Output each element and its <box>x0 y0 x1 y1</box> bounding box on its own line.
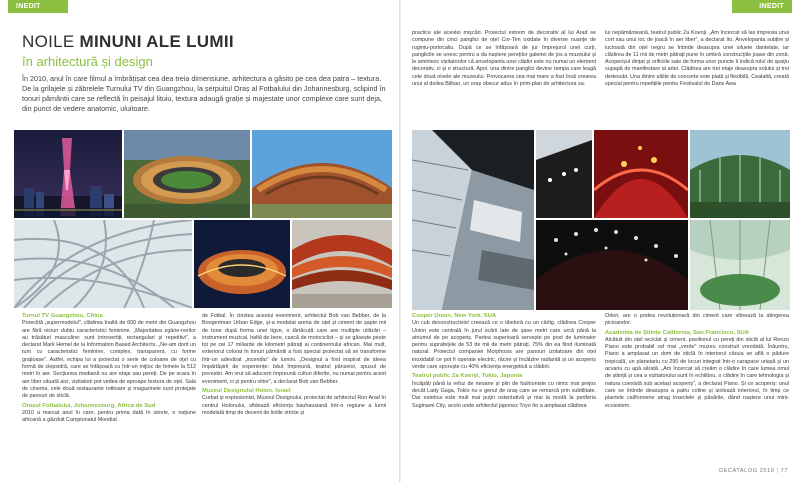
photo-za-koenji-red-interior <box>594 130 688 218</box>
photo-holon-design-museum <box>292 220 392 308</box>
photo-za-koenji-exterior <box>536 130 592 218</box>
folio-brand: DECATALOG <box>719 468 758 474</box>
text-holon-cont: practice ale acestei mișcări. Proiectul extrem de decorativ al lui Arad se compune din cinci panglici de oțel Cor-Ten oxidate în diverse nuanțe de ruginiu-portocaliu. După ce se înfășoară de jur împrejurul unei curți, panglicile se unesc pentru a da naștere pereților galeriei de jos a muzeului și le amintesc vizitatorilor că anvelopanta unei clădiri este nu numai un element decorativ, ci și o structură. Apoi, una dintre panglici devine rampa care leagă cele două nivele ale muzeului. Provocarea cea mai mare a fost însă crearea unui al doilea Bilbao, un oraș obscur adus în prim-plan de arhitectura sa. <box>412 30 596 88</box>
right-page <box>401 0 800 482</box>
section-tab-left: INEDIT <box>8 0 68 13</box>
left-column-1 <box>22 313 196 426</box>
text-za-koenji-cont: lui nepământeană, teatrul public Za Koenji. „Am încercat să las impresia unui cort sau unui loc de joacă în aer liber”, a declarat Ito. Anvelopanta subțire și lucioasă din oțel negru se întinde deasupra unei siluete dantelate, iar clădirea de 11 mii de metri pătrați pune în umbră construcțiile joase din zonă. Acoperișul dințat și orificiile sale de forma unor puncte îi indică rolul de spațiu supapă de manifestare al artei. Clădirea are trei etaje deasupra solului și trei dedesubt. Una dintre sălile de concerte este plată și flexibilă. Cealaltă, creată special pentru repetițiile pentru Festivalul de Dans Awa <box>605 30 789 88</box>
text-soccer-city-cont: de Fotbal. În cinstea acestui eveniment, arhitectul Bob van Bebber, de la Boogertman Urban Edge, și-a modelat arena de oțel și ciment de șapte mii de tone după forma unei tigve, o tărtăcuță care are multiple utilizări – instrument muzical, haltă de bere, cască de motociclist – și se găsește peste tot pe cei 17 miliarde de kilometri pătrați ai continentului african. Mai mult, exteriorul colorat în tonuri pământii a fost special proiectat să se transforme într-un adevărat „incendiu” de lumini. „Designul a fost inspirat de ideea împărtășirii de experiențe: băut împreună, teatrul pânzelor, spusul de povestiri. Am vrut să aducem împreună culturi diferite, nu numai pentru acest eveniment, ci și pentru viitor”, a declarat Bob van Bebber. <box>202 313 386 385</box>
photo-guangzhou-tower-night <box>14 130 122 218</box>
left-column-2 <box>202 313 386 419</box>
intro-paragraph: În 2010, anul în care filmul a îmbrățișat cea dea treia dimensiune, arhitectura a găsito pe cea dea patra – textura. De la grilajele și zăbrelele Turnului TV din Guangzhou, la șerpuitul Oraș al Fotbalului din Johannesburg, sclipind în tonuri pământii care se reflectă în peisajul lituiu, textura adaugă grație și majestate unor complexe care sunt deja, din punct de vedere anatomic, uluitoare. <box>22 74 386 113</box>
section-tab-right: INEDIT <box>732 0 792 13</box>
photo-california-academy-interior <box>690 220 790 310</box>
right-column-1-bottom <box>412 313 596 412</box>
text-california-academy: Alcătuit din oțel reciclat și ciment, pavilionul cu pereți din sticlă al lui Renzo Piano este probabil cel mai „verde” muzeu construit vreodată. Înăuntru, Piano a amplasat un dom de sticlă în interiorul căruia se află o pădure tropicală, un planetariu cu 290 de locuri integrat într-o carapace uriașă și un acvariu cu apă sărată. „Am încercat să creăm o clădire în care lumea omul de știință și cea a vizitatorului sunt în echilibru, o clădire în care tehnologia și natura coexistă sub același acoperiș”, a declarat Piano. Și ce acoperiș: unul care se întinde deasupra a patru coline și izolează interiorul, în timp ce plantele californiene atrag insectele și păsările, dând naștere unui mini-ecosistem. <box>605 336 789 409</box>
right-column-2-bottom <box>605 313 789 412</box>
heading-guangzhou: Turnul TV Guangzhou, China <box>22 313 103 319</box>
left-page <box>0 0 399 482</box>
text-soccer-city: 2010 a marcat anul în care, pentru prima dată în istorie, o națiune africană a găzduit Campionatul Mondial <box>22 409 196 424</box>
photo-soccer-city-aerial <box>124 130 250 218</box>
heading-soccer-city: Orașul Fotbalului, Johannesburg, Africa de Sud <box>22 402 156 409</box>
title-light: NOILE <box>22 32 80 51</box>
text-za-koenji-end: Odori, are o podea revoluționară din ciment care vibrează la atingerea picioarelor. <box>605 313 789 327</box>
title-bold: MINUNI ALE LUMII <box>79 32 234 51</box>
heading-cooper-union: Cooper Union, New York, SUA <box>412 313 497 319</box>
heading-za-koenji: Teatrul public Za Koenji, Tokio, Japonia <box>412 373 523 380</box>
heading-california-academy: Academia de Științe California, San Francisco, SUA <box>605 329 750 336</box>
right-column-1-top <box>412 30 596 90</box>
text-za-koenji: Încăpăți până la refuz de neoane și plin de fashioniste cu nimic mai prejos decât Lady Gaga, Tokio nu e genul de oraș care se remarcă prin subtilitate. Dar estetica este mult mai puțin ostentativă și mai la modă la periferia Suginami City, acolo unde arhitectul japonez Toyo Ito a amplasat clădirea <box>412 380 596 409</box>
folio-year: 2010 <box>759 468 775 474</box>
page-title <box>22 32 234 52</box>
right-column-2-top <box>605 30 789 90</box>
folio: DECATALOG 2010 | 77 <box>719 468 788 474</box>
page-subtitle: în arhitectură și design <box>22 54 153 69</box>
photo-california-academy <box>690 130 790 218</box>
text-holon: Curbat și expresionist, Muzeul Designului, proiectat de arhitectul Ron Arad în centrul Holonului, sfidează eficiența bauhausiană într-o regiune a lumii modelată timp de decenii de liniile stricte și <box>202 395 386 416</box>
folio-page: 77 <box>780 468 788 474</box>
text-cooper-union: Un cub deconstructivist creează ce o tăietură cu un cârlig, clădirea Cooper Union este centrală în jurul scării late de șase metri care urcă până la atriumul de pe acoperiș. Partea superioară servește pe post de luminator pentru suprafețele de 53 de mii de metri pătrați, 75% din ea fiind iluminată natural. Proiectul companiei Morphosis are panouri izolatoare din oțel inoxidabil ce pot fi operate electric, răcire și încălzire radiantă și un acoperiș verde care sporește cu 40% eficiența energetică a clădirii. <box>412 320 596 371</box>
photo-soccer-city-exterior <box>252 130 392 218</box>
text-guangzhou: Poreclită „supermodelul”, clădirea înaltă de 600 de metri din Guangzhou are fără niciun dubiu caracteristici feminine. „Majoritatea zgârie-norilor au trăsături masculine: sunt introvertiți, rectangulari și repetitivi”, a declarat Mark Hemel de la Information Based Architects. „Ne-am dorit un turn cu caracteristici feminine, complex, transparent, cu forme grațioase”. Astfel, echipa lui a proiectat o serie de coloane de oțel cu formă de clepsidră, care se înfășoară cu într-un mijloc de femeie la 512 metri în aer. Secțiunea mediană nu are etaje sau pereți. De pe scara în aer liber situată aici, vizitatorii pot vedea de aproape textura de oțel. Sala de cinema, cele două restaurante rotitoare și magazinele sunt protejate de panouri de sticlă. <box>22 320 196 400</box>
photo-za-koenji-dotted-facade <box>536 220 688 310</box>
photo-stadium-night <box>194 220 290 308</box>
photo-tower-steel-lattice <box>14 220 192 308</box>
photo-cooper-union <box>412 130 534 310</box>
heading-holon: Muzeul Designului Holon, Israel <box>202 387 291 394</box>
